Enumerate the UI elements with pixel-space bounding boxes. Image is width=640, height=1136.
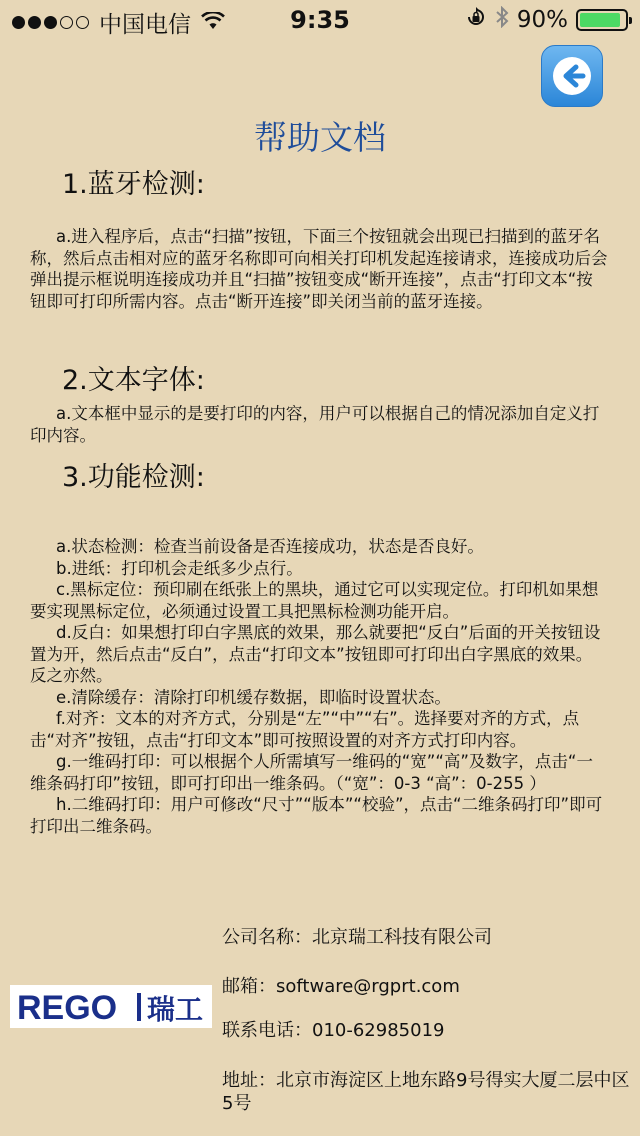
battery-percent: 90% [516, 7, 568, 33]
paragraph: a.状态检测：检查当前设备是否连接成功，状态是否良好。 [56, 537, 484, 556]
paragraph: h.二维码打印：用户可修改“尺寸”“版本”“校验”，点击“二维条码打印”即可打印出二维条码。 [30, 795, 603, 836]
section-body-bluetooth [30, 226, 608, 312]
paragraph: a.进入程序后，点击“扫描”按钮，下面三个按钮就会出现已扫描到的蓝牙名称，然后点击相对应的蓝牙名称即可向相关打印机发起连接请求，连接成功后会弹出提示框说明连接成功并且“扫描”按钮变成“断开连接”，点击“打印文本“按钮即可打印所需内容。点击“断开连接”即关闭当前的蓝牙连接。 [30, 227, 608, 311]
company-email: 邮箱：software@rgprt.com [222, 976, 460, 997]
company-name: 公司名称：北京瑞工科技有限公司 [222, 927, 492, 948]
logo-text-en: REGO [17, 988, 118, 1026]
rego-logo [10, 985, 212, 1028]
status-bar [0, 0, 640, 40]
back-button[interactable] [541, 45, 603, 107]
logo-text-cn: 瑞工 [147, 992, 204, 1026]
paragraph: b.进纸：打印机会走纸多少点行。 [56, 558, 303, 578]
company-address: 地址：北京市海淀区上地东路9号得实大厦二层中区5号 [222, 1070, 630, 1114]
paragraph: a.文本框中显示的是要打印的内容，用户可以根据自己的情况添加自定义打印内容。 [30, 404, 600, 445]
paragraph: d.反白：如果想打印白字黑底的效果，那么就要把“反白”后面的开关按钮设置为开，然后点击“反白”，点击“打印文本”按钮即可打印出白字黑底的效果。反之亦然。 [30, 623, 601, 685]
paragraph: c.黑标定位：预印刷在纸张上的黑块，通过它可以实现定位。打印机如果想要实现黑标定位，必须通过设置工具把黑标检测功能开启。 [30, 580, 599, 621]
paragraph: e.清除缓存：清除打印机缓存数据，即临时设置状态。 [56, 687, 451, 707]
battery-icon [576, 9, 628, 31]
paragraph: f.对齐：文本的对齐方式，分别是“左”“中”“右”。选择要对齐的方式，点击“对齐”按钮，点击“打印文本”即可按照设置的对齐方式打印内容。 [30, 709, 580, 750]
section-heading-function: 3.功能检测: [62, 462, 205, 493]
carrier-name: 中国电信 [99, 12, 191, 38]
section-body-function [30, 536, 608, 837]
section-body-font [30, 403, 608, 446]
page-title: 帮助文档 [254, 118, 386, 157]
back-arrow-icon [552, 56, 592, 96]
paragraph: g.一维码打印：可以根据个人所需填写一维码的“宽”“高”及数字，点击“一维条码打印”按钮，即可打印出一维条码。（“宽”：0-3 “高”：0-255 ） [30, 752, 593, 793]
company-phone: 联系电话：010-62985019 [222, 1020, 445, 1041]
clock: 9:35 [290, 6, 350, 34]
rotation-lock-icon [465, 6, 487, 34]
section-heading-bluetooth: 1.蓝牙检测: [62, 169, 205, 200]
bluetooth-icon [495, 6, 509, 34]
battery-level [580, 13, 620, 27]
section-heading-font: 2.文本字体: [62, 365, 205, 396]
